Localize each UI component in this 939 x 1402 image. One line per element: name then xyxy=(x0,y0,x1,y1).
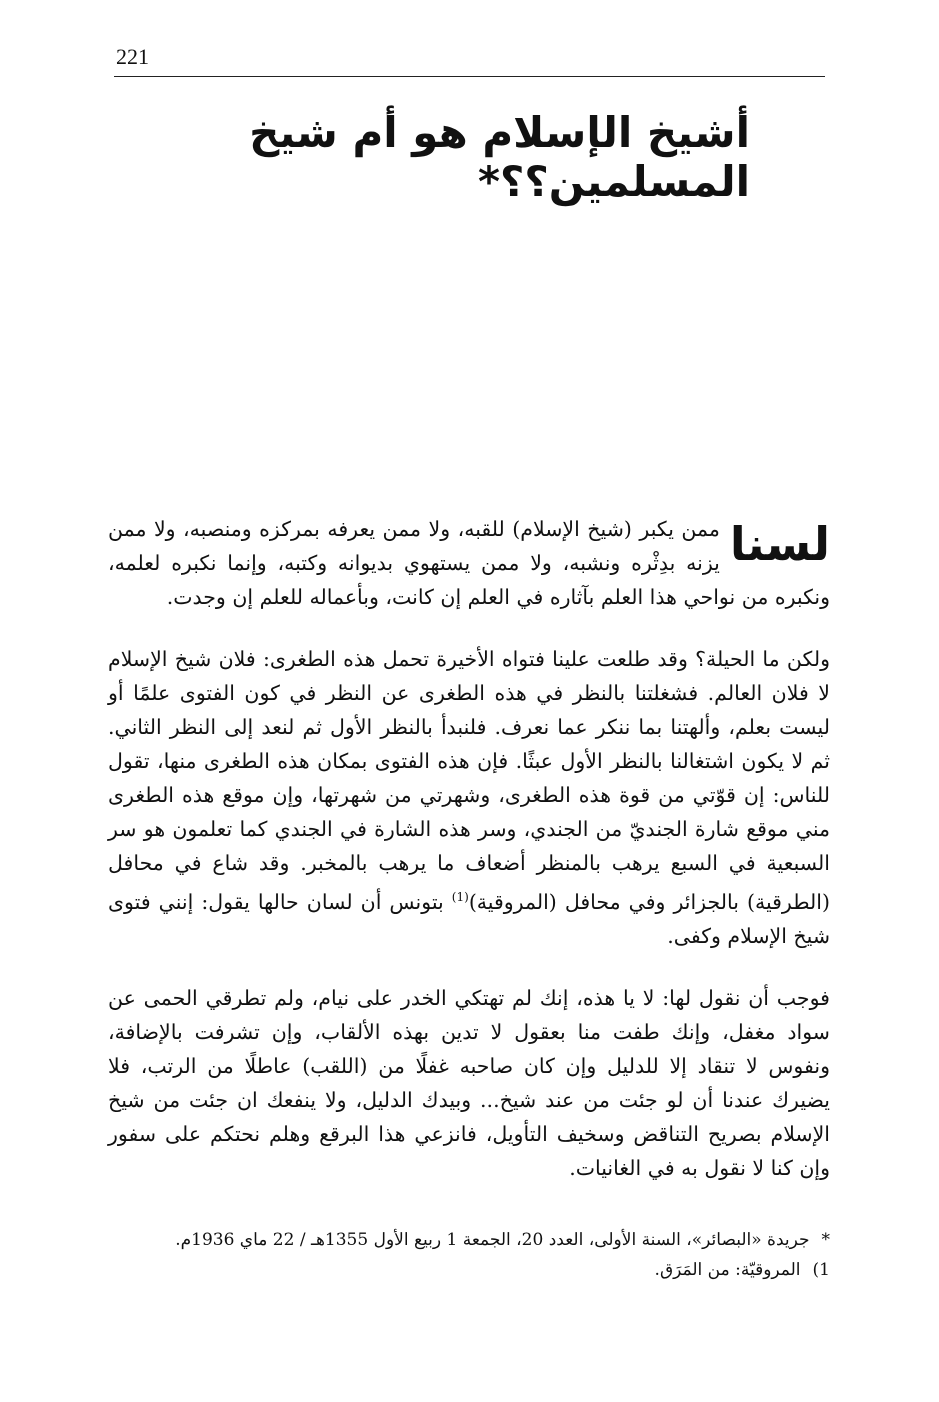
footnote-marker: * xyxy=(821,1230,830,1250)
article-title: أشيخ الإسلام هو أم شيخ المسلمين؟؟* xyxy=(249,108,750,206)
paragraph-1 xyxy=(108,512,830,614)
footnote-text: جريدة «البصائر»، السنة الأولى، العدد 20، الجمعة 1 ربيع الأول 1355هـ / 22 ماي 1936م. xyxy=(175,1230,810,1250)
paragraph-text: ولكن ما الحيلة؟ وقد طلعت علينا فتواه الأخيرة تحمل هذه الطغرى: فلان شيخ الإسلام لا فلان العالم. فشغلتنا بالنظر في هذه الطغرى عن النظر في كون الفتوى علمًا أو ليست بعلم، وألهتنا بما ننكر عما نعرف. فلنبدأ بالنظر الأول ثم لنعد إلى النظر الثاني. ثم لا يكون اشتغالنا بالنظر الأول عبثًا. فإن هذه الفتوى بمكان هذه الطغرى منها، تقول للناس: إن قوّتي من قوة هذه الطغرى، وشهرتي من شهرتها، وإن موقع هذه الطغرى مني موقع شارة الجنديّ من الجندي، وسر هذه الشارة في الجندي كما تعلمون هو سر السبعية في السبع يرهب بالمنظر أضعاف ما يرهب بالمخبر. وقد شاع في محافل (الطرقية) بالجزائر وفي محافل (المروقية) xyxy=(108,647,830,914)
footnote-source xyxy=(108,1225,830,1255)
footnote-ref[interactable]: (1) xyxy=(451,890,469,904)
footnote-text: المروقيّة: من المَرَق. xyxy=(654,1260,801,1280)
footnote-marker: 1) xyxy=(812,1260,830,1280)
footnotes xyxy=(108,1225,830,1285)
footnote-1 xyxy=(108,1255,830,1285)
lead-word: لسنا xyxy=(729,517,830,571)
article-body xyxy=(108,512,830,1213)
paragraph-text-continued: بتونس أن لسان حالها يقول: إنني فتوى شيخ الإسلام وكفى. xyxy=(108,889,830,948)
page-number: 221 xyxy=(116,44,149,69)
paragraph-3 xyxy=(108,981,830,1185)
paragraph-2 xyxy=(108,642,830,953)
paragraph-text: فوجب أن نقول لها: لا يا هذه، إنك لم تهتكي الخدر على نيام، ولم تطرقي الحمى عن سواد مغفل، وإنك طفت منا بعقول لا تدين بهذه الألقاب، وإن تشرفت بالإضافة، ونفوس لا تنقاد إلا للدليل وإن كان صاحبه غفلًا من (اللقب) عاطلًا من الرتب، فلا يضيرك عندنا أن لو جئت من عند شيخ... وبيدك الدليل، ولا ينفعك ان جئت من شيخ الإسلام بصريح التناقض وسخيف التأويل، فانزعي هذا البرقع وهلم نحتكم على سفور وإن كنا لا نقول به في الغانيات. xyxy=(108,985,830,1180)
paragraph-text: ممن يكبر (شيخ الإسلام) للقبه، ولا ممن يعرفه بمركزه ومنصبه، ولا ممن يزنه بدِثْره ونشبه، ولا ممن يستهوي بديوانه وكتبه، وإنما نكبره لعلمه، ونكبره من نواحي هذا العلم بآثاره في العلم إن كانت، وبأعماله للعلم إن وجدت. xyxy=(108,517,830,609)
header-divider xyxy=(114,76,825,77)
